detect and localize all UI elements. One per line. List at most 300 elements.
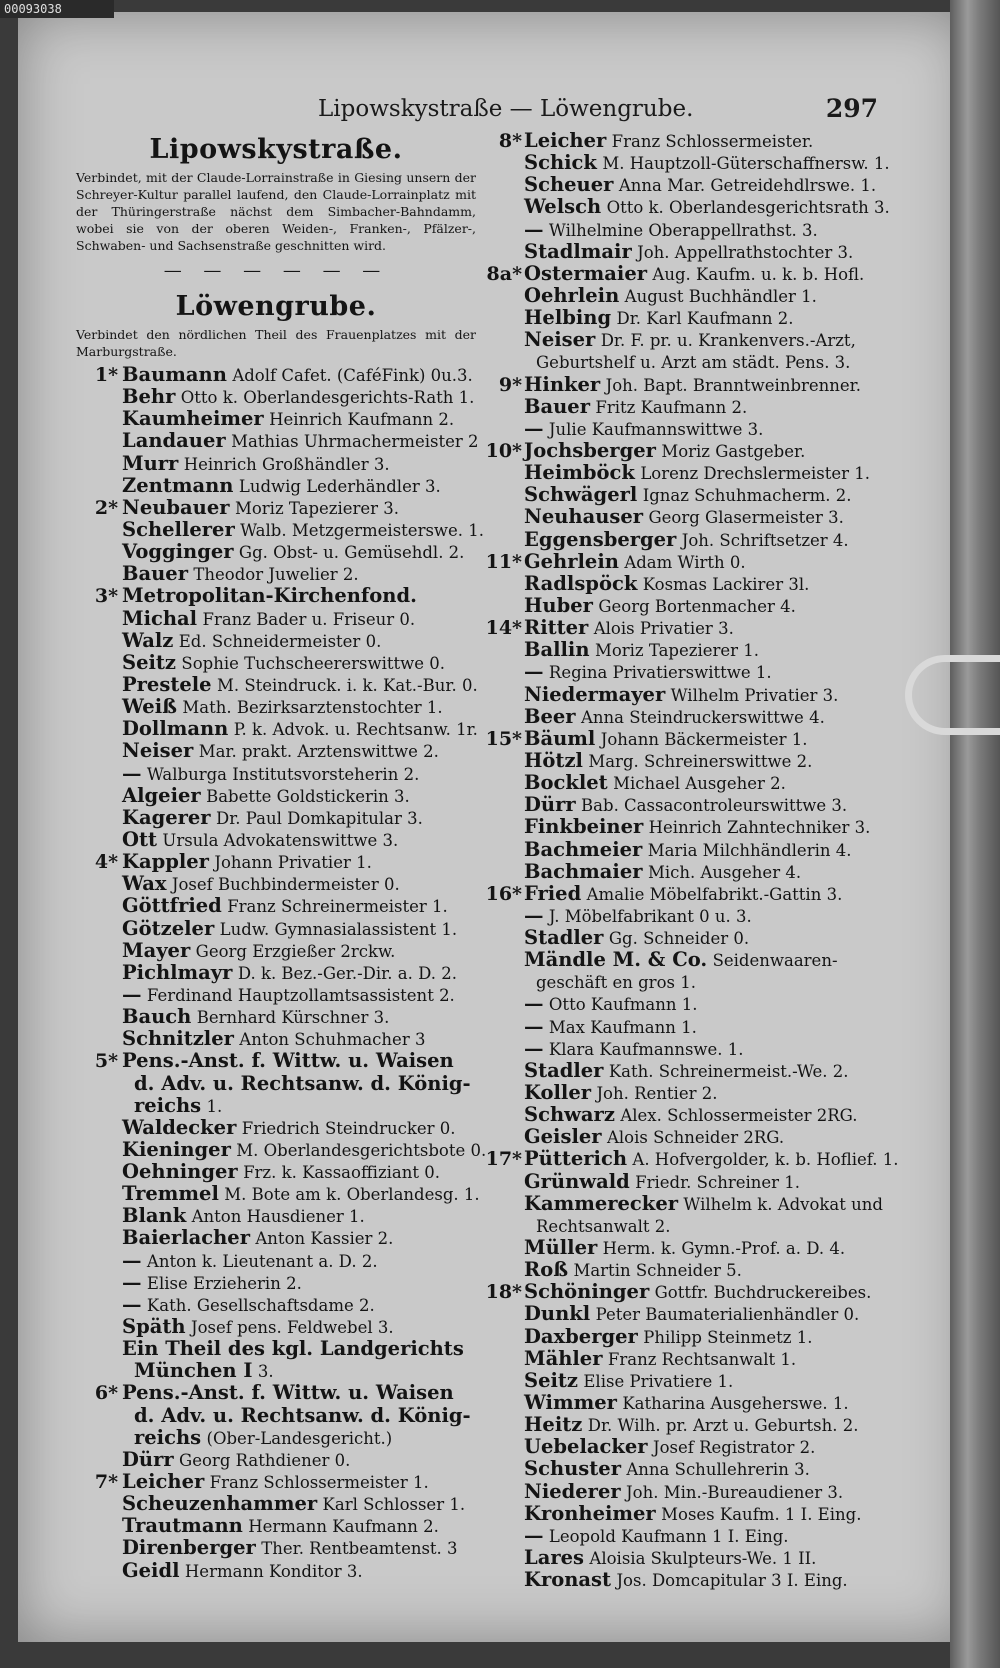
directory-entry [76, 1515, 476, 1537]
resident-details: Hermann Kaufmann 2. [248, 1517, 439, 1537]
entry-text [524, 152, 890, 175]
resident-details: Otto k. Oberlandesgerichts-Rath 1. [180, 388, 475, 408]
directory-entry [76, 453, 476, 475]
directory-entry [484, 1082, 890, 1104]
directory-entry [76, 718, 476, 740]
entry-text [122, 1515, 439, 1538]
entry-text [122, 1028, 425, 1051]
resident-name: Späth [122, 1315, 186, 1339]
entry-text [122, 962, 457, 985]
entry-text [122, 1250, 378, 1273]
resident-name: Koller [524, 1081, 592, 1105]
entry-text [122, 1139, 486, 1162]
resident-name: — [524, 903, 544, 927]
entry-text [524, 418, 763, 441]
resident-name: Dürr [524, 793, 576, 817]
entry-text [524, 1171, 800, 1194]
directory-entry [76, 1427, 476, 1449]
entry-text [524, 1060, 848, 1083]
directory-entry [76, 652, 476, 674]
directory-entry [76, 630, 476, 652]
resident-details: Georg Erzgießer 2rckw. [195, 941, 396, 961]
resident-name: Scheuzenhammer [122, 1492, 318, 1516]
resident-details: Anton k. Lieutenant a. D. 2. [146, 1251, 378, 1271]
directory-entry [76, 1272, 476, 1294]
resident-details: Maria Milchhändlerin 4. [647, 840, 852, 860]
entry-text [122, 918, 457, 941]
resident-name: Helbing [524, 306, 612, 330]
running-head [318, 96, 878, 130]
entry-text [524, 219, 818, 242]
resident-name: Lares [524, 1546, 585, 1569]
resident-details: Walb. Metzgermeisterswe. 1. [240, 520, 485, 540]
resident-name: Oehrlein [524, 283, 620, 307]
resident-details: Babette Goldstickerin 3. [206, 786, 410, 806]
entry-text [536, 1215, 670, 1238]
resident-name: — [524, 416, 544, 440]
directory-entry [76, 408, 476, 430]
resident-name: Bauer [524, 394, 590, 418]
directory-entry [484, 196, 890, 218]
directory-entry [484, 1281, 890, 1303]
resident-details: Georg Bortenmacher 4. [598, 596, 796, 616]
directory-entry [76, 962, 476, 984]
resident-details: Heinrich Zahntechniker 3. [648, 818, 871, 838]
resident-details: Bab. Cassacontroleurswittwe 3. [581, 796, 848, 816]
resident-details: Aloisia Skulpteurs-We. 1 II. [589, 1549, 817, 1568]
entry-text [122, 608, 415, 631]
directory-entry [484, 905, 890, 927]
resident-name: Göttfried [122, 894, 222, 918]
resident-name: Stadler [524, 926, 604, 950]
resident-name: Baumann [122, 363, 227, 386]
resident-details: Franz Rechtsanwalt 1. [607, 1349, 797, 1369]
resident-details: Lorenz Drechslermeister 1. [640, 464, 870, 484]
entry-text [122, 696, 443, 719]
resident-name: Bachmeier [524, 837, 643, 861]
resident-details: Mathias Uhrmachermeister 2 [231, 432, 479, 452]
house-number: 10* [485, 439, 522, 462]
resident-details: Adolf Cafet. (CaféFink) 0u.3. [232, 366, 473, 385]
directory-entry [76, 807, 476, 829]
resident-details: D. k. Bez.-Ger.-Dir. a. D. 2. [237, 963, 457, 983]
house-number: 17* [485, 1148, 522, 1171]
directory-entry [76, 364, 476, 386]
resident-name: Oehninger [122, 1160, 238, 1184]
resident-details: Gg. Schneider 0. [608, 929, 750, 949]
directory-entry [484, 374, 890, 396]
resident-name: — [524, 660, 544, 684]
resident-name: Bocklet [524, 771, 608, 795]
resident-details: Kosmas Lackirer 3l. [642, 574, 810, 594]
directory-entry [484, 418, 890, 440]
house-number: 16* [485, 882, 522, 905]
entry-text [524, 883, 842, 906]
entry-text [122, 1050, 454, 1073]
directory-entry [76, 1360, 476, 1382]
directory-entry [76, 497, 476, 519]
directory-entry [484, 1458, 890, 1480]
directory-entry [484, 263, 890, 285]
entry-text [524, 1281, 871, 1304]
directory-entry [484, 971, 890, 993]
directory-entry [484, 1503, 890, 1525]
entry-text [524, 1569, 848, 1592]
entry-text [122, 1227, 393, 1250]
resident-name: Stadlmair [524, 239, 632, 263]
page-clip [905, 655, 1000, 735]
resident-name: Schwarz [524, 1103, 615, 1127]
page-number: 297 [825, 94, 878, 123]
directory-entry [484, 1126, 890, 1148]
resident-name: Hötzl [524, 748, 583, 772]
directory-entry [484, 396, 890, 418]
resident-details: Ursula Advokatenswittwe 3. [162, 830, 399, 850]
resident-details: Moses Kaufm. 1 I. Eing. [661, 1504, 862, 1524]
resident-name: Bäuml [524, 726, 596, 750]
resident-details: Otto k. Oberlandesgerichtsrath 3. [606, 198, 890, 218]
resident-name: Tremmel [122, 1182, 219, 1206]
resident-name: Niederer [524, 1479, 621, 1503]
directory-entry [484, 595, 890, 617]
entry-text [122, 1272, 302, 1295]
directory-entry [76, 1405, 476, 1427]
resident-name: Blank [122, 1204, 187, 1228]
directory-entry [76, 940, 476, 962]
resident-name: Hinker [524, 372, 601, 396]
house-number: 11* [485, 550, 522, 573]
resident-name: Pütterich [524, 1147, 627, 1171]
section-separator: — — — — — — [163, 260, 389, 281]
entry-text [122, 851, 372, 874]
resident-name: — [524, 1014, 544, 1038]
resident-name: Kappler [122, 850, 209, 874]
resident-details: J. Möbelfabrikant 0 u. 3. [548, 906, 752, 926]
resident-details: Otto Kaufmann 1. [548, 995, 698, 1015]
entry-text [524, 529, 849, 552]
resident-details: Bernhard Kürschner 3. [196, 1008, 390, 1028]
directory-entry [484, 1038, 890, 1060]
resident-details: Josef Registrator 2. [652, 1438, 816, 1458]
resident-name: Schöninger [524, 1280, 650, 1304]
resident-details: August Buchhändler 1. [624, 286, 817, 306]
resident-name: Mayer [122, 938, 191, 962]
entry-text [524, 440, 805, 463]
directory-entry [484, 1259, 890, 1281]
resident-details: Klara Kaufmannswe. 1. [548, 1039, 744, 1059]
book-spine [950, 0, 1000, 1668]
resident-details: Wilhelm Privatier 3. [670, 685, 839, 705]
entry-text [122, 519, 484, 542]
entry-text [524, 1370, 733, 1393]
resident-details: Dr. Wilh. pr. Arzt u. Geburtsh. 2. [587, 1416, 859, 1436]
directory-entry [484, 1193, 890, 1215]
resident-details: 1. [206, 1096, 223, 1116]
directory-entry [484, 639, 890, 661]
entry-text [524, 1458, 810, 1481]
directory-entry [484, 285, 890, 307]
directory-entry [484, 750, 890, 772]
entry-text [122, 807, 423, 830]
resident-name: Geisler [524, 1125, 602, 1149]
entry-text [524, 772, 786, 795]
resident-details: Wilhelmine Oberappellrathst. 3. [548, 220, 818, 240]
entry-text [122, 1294, 375, 1317]
directory-entry [484, 927, 890, 949]
resident-details: Peter Baumaterialienhändler 0. [595, 1305, 860, 1325]
resident-name: München I [134, 1359, 253, 1383]
directory-entry [484, 351, 890, 373]
resident-name: Bauer [122, 562, 188, 586]
directory-entry [76, 1294, 476, 1316]
directory-entry [484, 1370, 890, 1392]
resident-details: Anton Schuhmacher 3 [239, 1030, 426, 1050]
directory-entry [484, 706, 890, 728]
directory-entry [484, 617, 890, 639]
resident-name: — [524, 992, 544, 1016]
resident-details: Martin Schneider 5. [573, 1261, 742, 1281]
resident-name: — [122, 982, 142, 1006]
entry-text [524, 551, 746, 574]
scan-stamp: 00093038 [0, 0, 114, 18]
directory-entry [76, 429, 479, 453]
directory-entry [484, 1348, 890, 1370]
entry-text [122, 1449, 350, 1472]
house-number: 9* [498, 373, 522, 396]
resident-name: Heimböck [524, 461, 635, 485]
resident-details: Ignaz Schuhmacherm. 2. [642, 486, 852, 506]
entry-text [122, 873, 400, 896]
directory-entry [76, 873, 476, 895]
resident-details: Ed. Schneidermeister 0. [178, 631, 382, 651]
entry-text [524, 506, 844, 529]
resident-details: Sophie Tuchscheererswittwe 0. [181, 653, 446, 673]
resident-name: Müller [524, 1236, 598, 1260]
entry-text [122, 630, 381, 653]
resident-name: Michal [122, 606, 198, 630]
entry-text [122, 408, 454, 431]
entry-text [524, 706, 825, 729]
resident-name: Kammerecker [524, 1191, 679, 1215]
directory-entry [484, 130, 890, 152]
directory-entry [76, 386, 476, 408]
resident-name: Schnitzler [122, 1027, 234, 1051]
resident-name: — [524, 1036, 544, 1060]
directory-entry [76, 1382, 476, 1404]
resident-name: Pichlmayr [122, 960, 233, 984]
resident-name: — [524, 217, 544, 241]
resident-name: Walz [122, 628, 174, 652]
entry-text [524, 1392, 849, 1415]
entry-text [524, 462, 870, 485]
entry-text [524, 993, 698, 1016]
resident-details: Heinrich Großhändler 3. [183, 454, 390, 474]
entry-text [524, 573, 809, 596]
directory-entry [484, 949, 890, 971]
resident-details: Georg Glasermeister 3. [648, 508, 844, 528]
directory-entry [76, 984, 476, 1006]
resident-name: Landauer [122, 429, 226, 453]
directory-entry [484, 219, 890, 241]
entry-text [524, 639, 759, 662]
directory-entry [484, 993, 890, 1015]
resident-details: Moriz Tapezierer 1. [594, 641, 760, 661]
entry-text [122, 364, 473, 387]
resident-details: Friedrich Steindrucker 0. [241, 1118, 456, 1138]
resident-details: Wilhelm k. Advokat und [683, 1194, 883, 1214]
directory-entry [484, 573, 890, 595]
resident-details: Philipp Steinmetz 1. [643, 1327, 813, 1347]
entry-text [524, 1082, 717, 1105]
street-description-lipowskystrasse: Verbindet, mit der Claude-Lorrainstraße in Giesing unsern der Schreyer-Kultur parallel laufend, den Claude-Lorrainplatz mit der Thüringerstraße nächst dem Simbacher-Bahndamm, wobei sie von der oberen Weiden-, Franken-, Pfälzer-, Schwaben- und Sachsenstraße geschnitten wird. [76, 170, 476, 253]
resident-name: Neiser [524, 328, 596, 352]
directory-entry [484, 1547, 890, 1569]
resident-name: Grünwald [524, 1169, 630, 1193]
entry-text [134, 1427, 392, 1450]
resident-details: Franz Schlossermeister. [611, 132, 814, 151]
directory-entry [484, 1481, 890, 1503]
resident-details: Josef pens. Feldwebel 3. [190, 1318, 394, 1338]
street-title-lipowskystrasse: Lipowskystraße. [149, 134, 403, 165]
resident-details: Joh. Schriftsetzer 4. [681, 530, 849, 550]
resident-name: d. Adv. u. Rechtsanw. d. König- [134, 1403, 471, 1427]
resident-name: Mändle M. & Co. [524, 948, 708, 972]
resident-name: Seitz [524, 1368, 578, 1392]
resident-name: reichs [134, 1425, 202, 1449]
directory-entry [484, 1414, 890, 1436]
resident-details: Joh. Bapt. Branntweinbrenner. [605, 375, 861, 395]
directory-entry [484, 1392, 890, 1414]
directory-entry [484, 1104, 890, 1126]
directory-entry [76, 585, 476, 607]
resident-details: 3. [257, 1362, 274, 1382]
resident-details: Gg. Obst- u. Gemüsehdl. 2. [238, 543, 465, 563]
directory-entry [76, 1050, 476, 1072]
resident-details: Joh. Min.-Bureaudiener 3. [626, 1482, 844, 1502]
resident-name: Behr [122, 385, 176, 409]
resident-details: Katharina Ausgeherswe. 1. [622, 1394, 849, 1414]
entry-text [524, 285, 817, 308]
resident-name: — [122, 761, 142, 785]
directory-entry [484, 329, 890, 351]
resident-details: Math. Bezirksarztenstochter 1. [182, 698, 443, 718]
resident-details: Regina Privatierswittwe 1. [548, 663, 772, 683]
resident-details: Anton Hausdiener 1. [191, 1207, 365, 1227]
directory-entry [76, 1560, 476, 1582]
entry-text [524, 1414, 858, 1437]
directory-entry [484, 1016, 890, 1038]
directory-entry [76, 763, 476, 785]
resident-details: (Ober-Landesgericht.) [206, 1428, 393, 1448]
resident-name: Kronast [524, 1568, 612, 1592]
house-number: 15* [485, 727, 522, 750]
resident-details: Hermann Konditor 3. [184, 1561, 363, 1581]
entry-text [524, 595, 796, 618]
resident-name: Stadler [524, 1058, 604, 1082]
directory-entry [484, 241, 890, 263]
entry-text [524, 1193, 883, 1216]
resident-name: — [122, 1270, 142, 1294]
directory-entry [76, 563, 476, 585]
directory-entry [76, 1449, 476, 1471]
resident-name: Direnberger [122, 1536, 256, 1560]
resident-name: Uebelacker [524, 1435, 648, 1459]
entry-text [524, 949, 838, 972]
directory-entry [76, 1028, 476, 1050]
entry-text [524, 374, 861, 397]
resident-name: Jochsberger [524, 438, 656, 462]
entry-text [524, 927, 749, 950]
entry-text [524, 1237, 845, 1260]
resident-name: Zentmann [122, 473, 234, 497]
resident-name: Kieninger [122, 1137, 231, 1161]
resident-name: Beer [524, 704, 576, 728]
entry-text [524, 196, 890, 219]
resident-details: Ludwig Lederhändler 3. [238, 476, 441, 496]
directory-page [18, 12, 968, 1642]
resident-name: Neiser [122, 739, 194, 763]
entry-text [122, 785, 410, 808]
resident-name: Heitz [524, 1413, 583, 1437]
directory-entry [484, 484, 890, 506]
house-number: 4* [94, 851, 118, 874]
resident-details: Walburga Institutsvorsteherin 2. [146, 764, 420, 784]
resident-details: Frz. k. Kassaoffiziant 0. [243, 1163, 440, 1183]
directory-entry [484, 1060, 890, 1082]
resident-details: Theodor Juwelier 2. [193, 565, 359, 585]
resident-details: Elise Erzieherin 2. [146, 1273, 302, 1293]
entry-text [122, 1205, 365, 1228]
directory-entry [76, 1338, 476, 1360]
resident-details: Dr. F. pr. u. Krankenvers.-Arzt, [600, 331, 856, 351]
directory-entry [484, 883, 890, 905]
resident-details: Ferdinand Hauptzollamtsassistent 2. [146, 985, 455, 1005]
resident-name: Wimmer [524, 1391, 617, 1415]
house-number: 6* [94, 1382, 118, 1405]
resident-name: Radlspöck [524, 571, 638, 595]
resident-details: Ther. Rentbeamtenst. 3 [261, 1539, 458, 1559]
resident-details: M. Hauptzoll-Güterschaffnersw. 1. [602, 154, 890, 174]
entry-text [524, 1503, 861, 1526]
entry-text [122, 563, 359, 586]
entry-text [122, 740, 439, 763]
left-column [76, 130, 487, 1582]
resident-details: Max Kaufmann 1. [548, 1017, 697, 1037]
directory-entry [484, 661, 890, 683]
entry-text [524, 1436, 815, 1459]
resident-details: Julie Kaufmannswittwe 3. [548, 419, 764, 439]
directory-entry [76, 829, 476, 851]
resident-details: Georg Rathdiener 0. [179, 1450, 351, 1470]
resident-name: Mähler [524, 1346, 603, 1370]
directory-entry [76, 851, 476, 873]
house-number: 5* [94, 1050, 118, 1073]
resident-name: Leicher [524, 129, 607, 152]
entry-text [134, 1073, 471, 1096]
entry-text [122, 1316, 394, 1339]
entry-text [524, 1547, 816, 1570]
resident-details: Ludw. Gymnasialassistent 1. [219, 919, 458, 939]
resident-name: Daxberger [524, 1324, 638, 1348]
entry-text [524, 307, 794, 330]
resident-name: Kaumheimer [122, 407, 264, 431]
resident-details: Johann Bäckermeister 1. [600, 729, 808, 749]
house-number: 14* [485, 617, 522, 640]
entry-text [524, 241, 853, 264]
house-number: 8a* [486, 262, 522, 285]
resident-name: Waldecker [122, 1115, 237, 1139]
entry-text [524, 174, 876, 197]
